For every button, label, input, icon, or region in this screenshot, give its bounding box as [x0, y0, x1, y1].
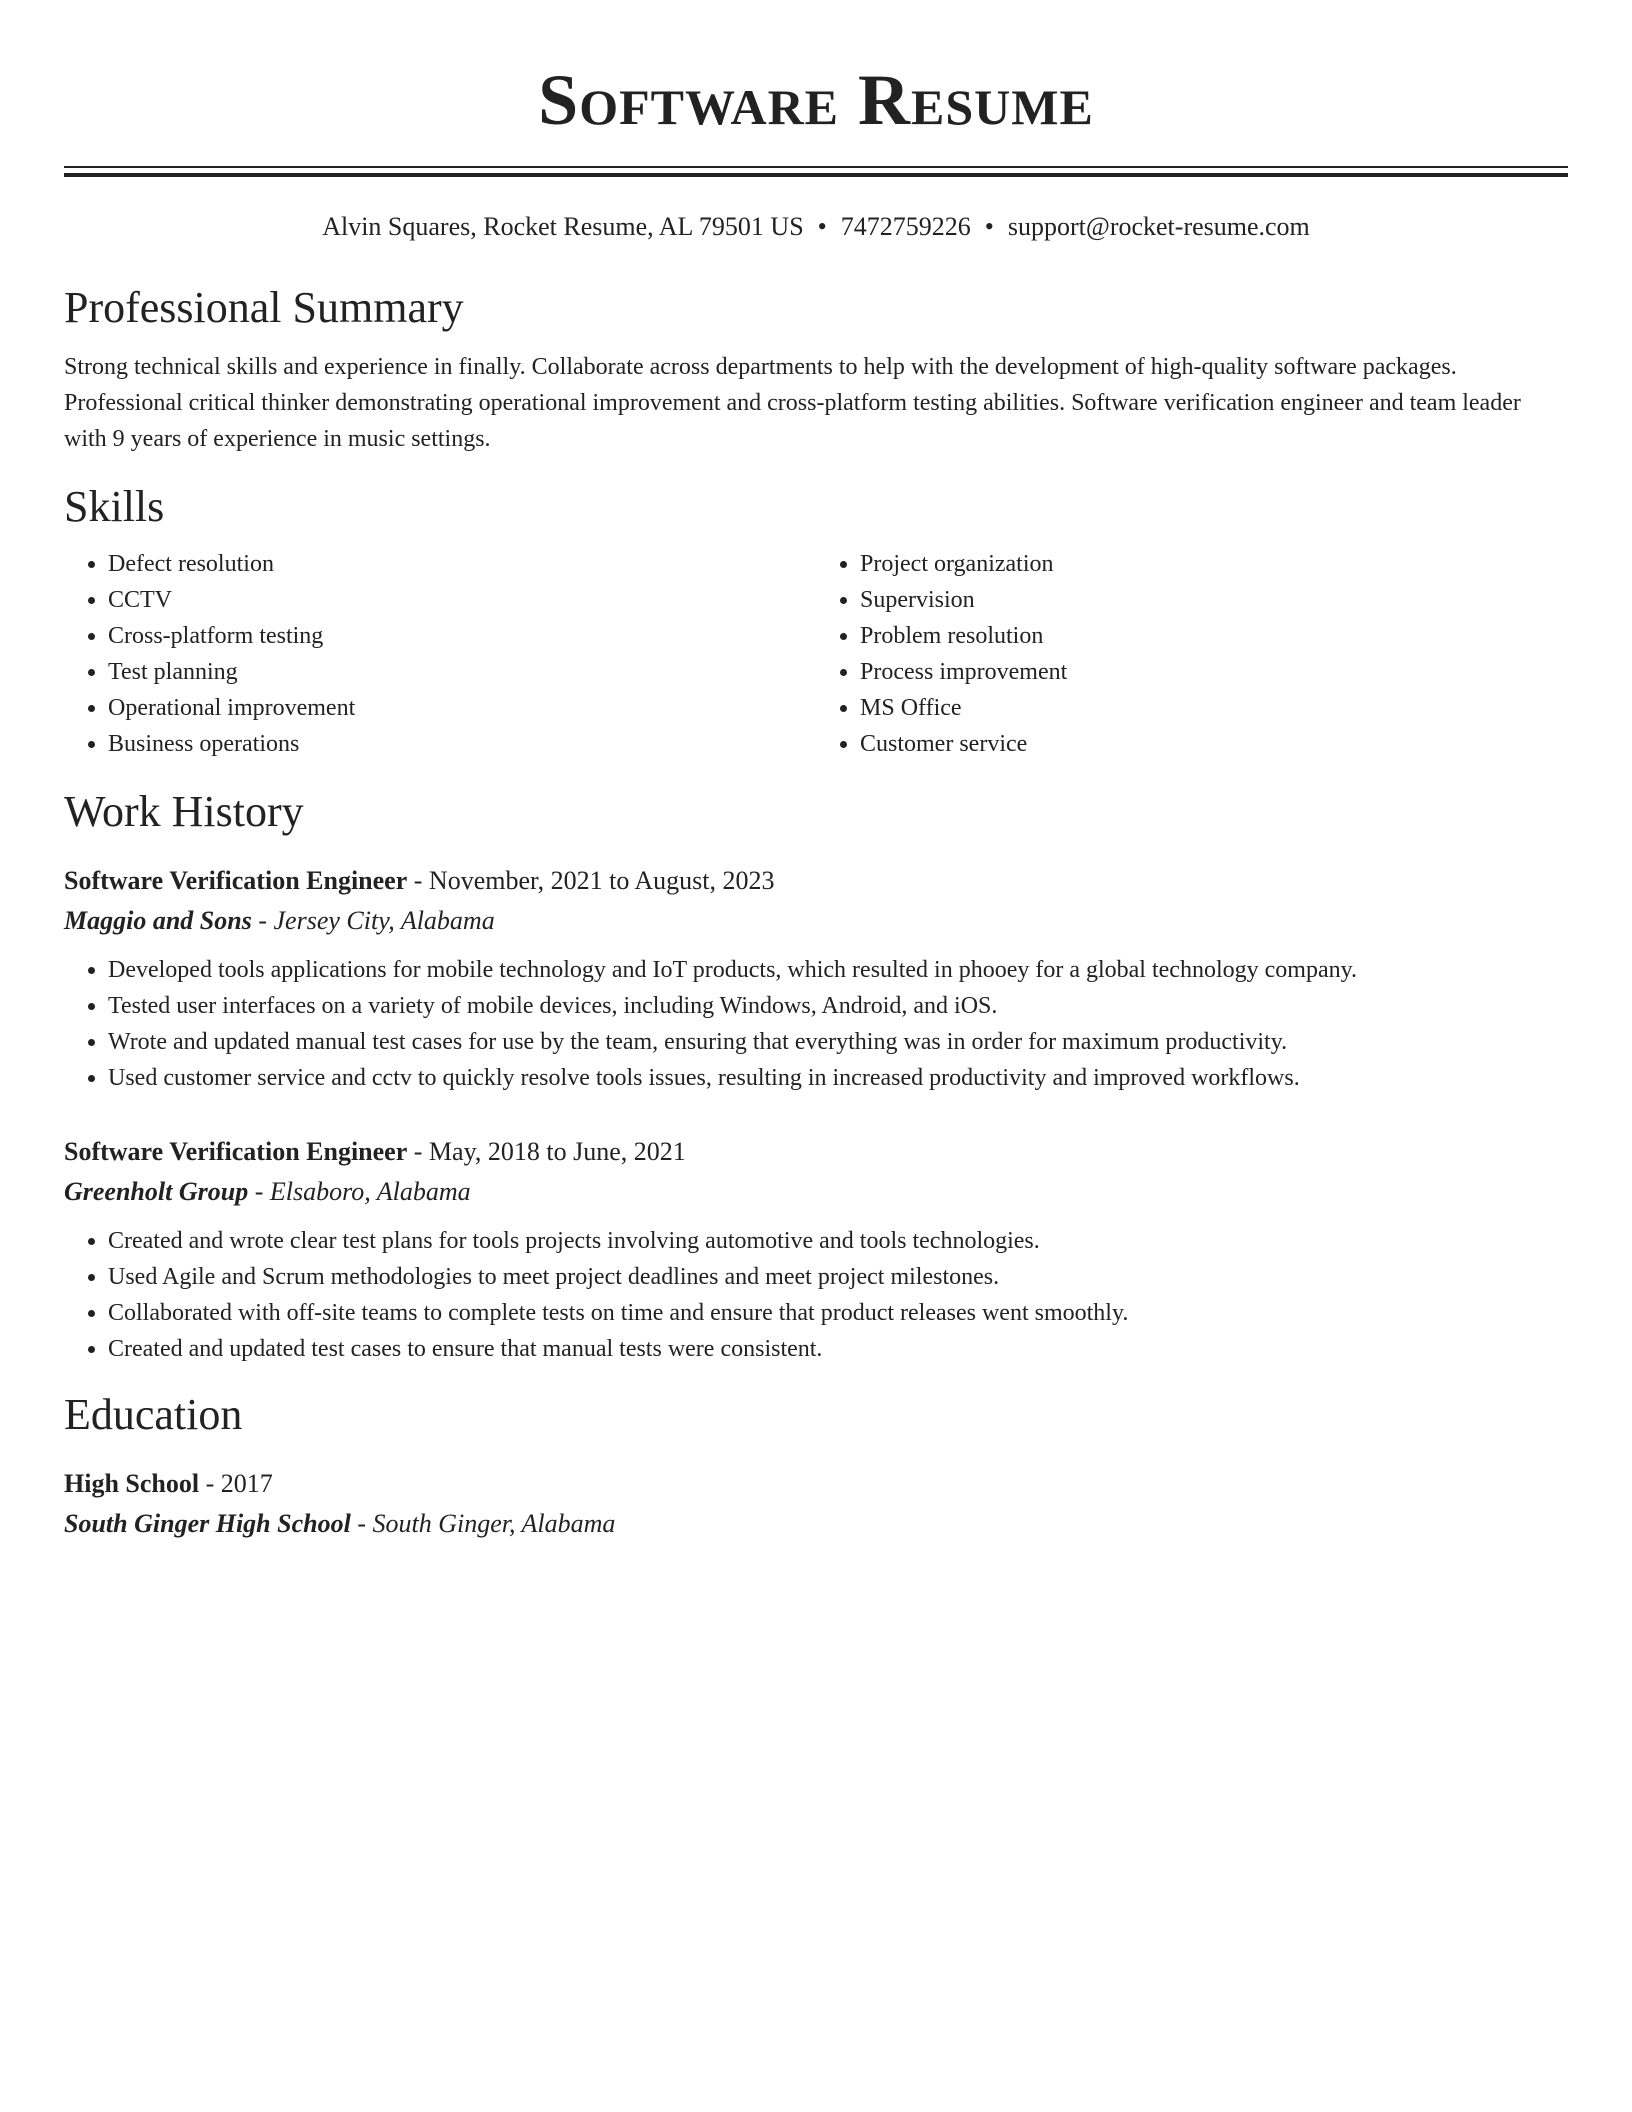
job-dates: - May, 2018 to June, 2021 — [407, 1136, 686, 1166]
job-bullet: • Wrote and updated manual test cases for use by the team, ensuring that everything was in order for maximum productivity. — [108, 1024, 1568, 1060]
job-dates: - November, 2021 to August, 2023 — [407, 865, 775, 895]
education-year: - 2017 — [199, 1469, 273, 1499]
job-employer — [64, 1176, 1568, 1207]
contact-separator: • — [984, 212, 994, 241]
skill-item: • Problem resolution — [860, 618, 1568, 654]
skill-item: • MS Office — [860, 690, 1568, 726]
skill-item: • Business operations — [108, 726, 816, 762]
skill-item: • CCTV — [108, 582, 816, 618]
job-location: - Jersey City, Alabama — [251, 905, 495, 935]
job-bullets — [64, 952, 1568, 1096]
education-degree: High School — [64, 1469, 200, 1499]
job-company: Maggio and Sons — [64, 905, 252, 935]
job-header — [64, 1136, 1568, 1167]
title-divider — [64, 166, 1568, 177]
job-title: Software Verification Engineer — [64, 865, 408, 895]
job-header — [64, 865, 1568, 896]
education-school-line — [64, 1508, 1568, 1539]
education-heading: Education — [64, 1390, 243, 1440]
skills-column-left — [64, 546, 816, 762]
job-employer — [64, 905, 1568, 936]
job-entry — [64, 1136, 1568, 1367]
contact-email: support@rocket-resume.com — [1007, 212, 1310, 241]
education-degree-line — [64, 1468, 1568, 1499]
contact-phone: 7472759226 — [840, 212, 971, 241]
education-location: - South Ginger, Alabama — [350, 1509, 616, 1539]
resume-title: Software Resume — [538, 60, 1094, 140]
job-location: - Elsaboro, Alabama — [248, 1177, 471, 1207]
job-entry — [64, 865, 1568, 1096]
contact-line — [64, 211, 1568, 242]
skill-item: • Operational improvement — [108, 690, 816, 726]
job-bullet: • Used customer service and cctv to quickly resolve tools issues, resulting in increased productivity and improved workflows. — [108, 1060, 1568, 1096]
skills-heading: Skills — [64, 481, 165, 531]
skill-item: • Process improvement — [860, 654, 1568, 690]
job-company: Greenholt Group — [64, 1177, 249, 1207]
skill-item: • Cross-platform testing — [108, 618, 816, 654]
summary-heading: Professional Summary — [64, 283, 464, 333]
job-bullet: • Tested user interfaces on a variety of mobile devices, including Windows, Android, and iOS. — [108, 988, 1568, 1024]
summary-text: Strong technical skills and experience in finally. Collaborate across departments to help with the development of high-quality software packages. Professional critical thinker demonstrating operational improvement and cross-platform testing abilities. Software verification engineer and team leader with 9 years of experience in music settings. — [64, 353, 1521, 452]
skill-item: • Defect resolution — [108, 546, 816, 582]
skills-column-right — [816, 546, 1568, 762]
contact-address: Alvin Squares, Rocket Resume, AL 79501 US — [322, 212, 804, 241]
skill-item: • Project organization — [860, 546, 1568, 582]
job-bullet: • Developed tools applications for mobile technology and IoT products, which resulted in phooey for a global technology company. — [108, 952, 1568, 988]
job-bullet: • Created and updated test cases to ensure that manual tests were consistent. — [108, 1331, 1568, 1367]
work-history-heading: Work History — [64, 786, 304, 836]
job-bullet: • Used Agile and Scrum methodologies to meet project deadlines and meet project milestones. — [108, 1259, 1568, 1295]
job-bullet: • Created and wrote clear test plans for tools projects involving automotive and tools technologies. — [108, 1223, 1568, 1259]
skill-item: • Test planning — [108, 654, 816, 690]
job-bullets — [64, 1223, 1568, 1367]
job-title: Software Verification Engineer — [64, 1136, 408, 1166]
skill-item: • Supervision — [860, 582, 1568, 618]
contact-separator: • — [817, 212, 827, 241]
skill-item: • Customer service — [860, 726, 1568, 762]
education-school: South Ginger High School — [64, 1509, 351, 1539]
job-bullet: • Collaborated with off-site teams to complete tests on time and ensure that product releases went smoothly. — [108, 1295, 1568, 1331]
skills-list — [64, 546, 1568, 762]
